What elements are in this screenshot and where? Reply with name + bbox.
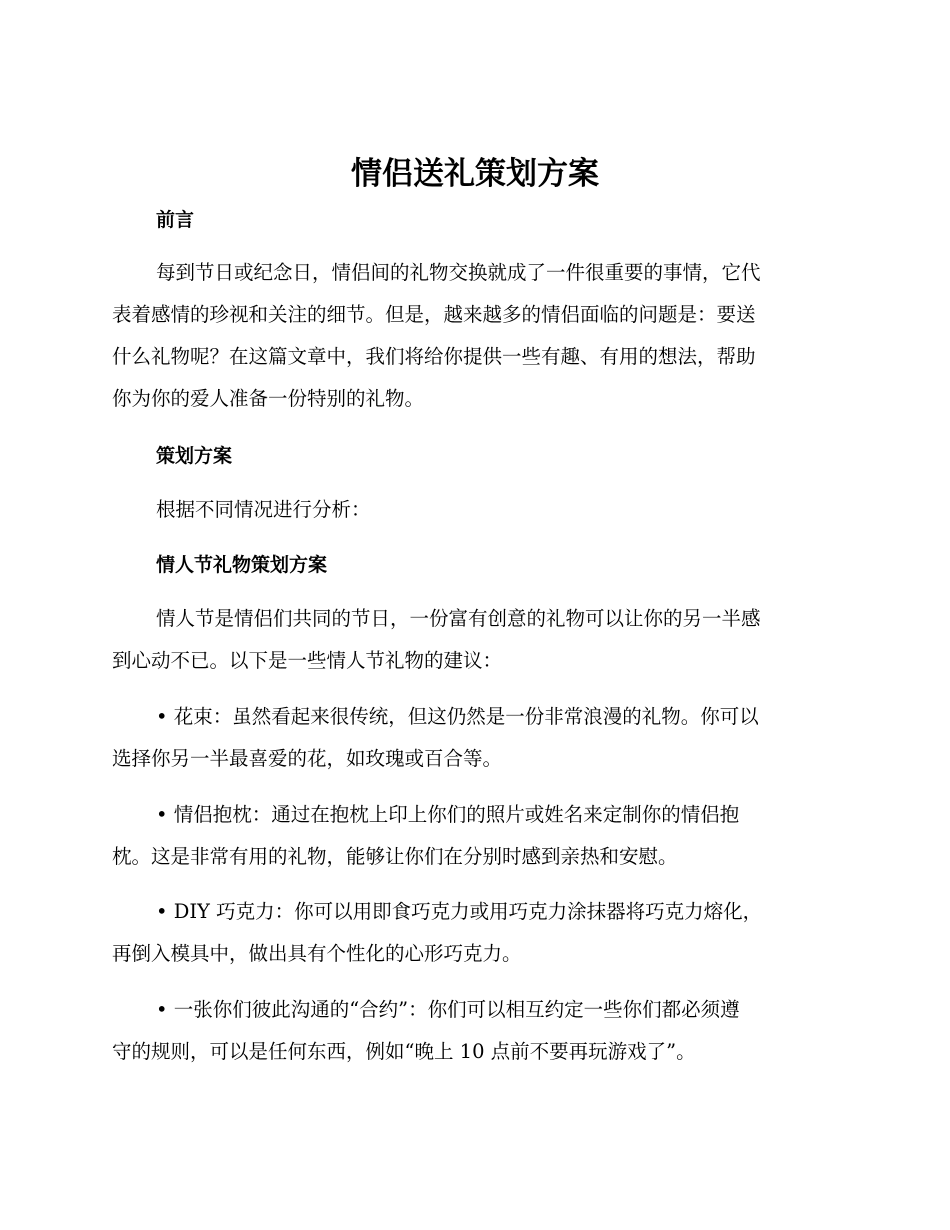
paragraph-line: 什么礼物呢？在这篇文章中，我们将给你提供一些有趣、有用的想法，帮助 — [112, 345, 756, 368]
paragraph-line: 你为你的爱人准备一份特别的礼物。 — [112, 387, 425, 410]
bullet-line: 枕。这是非常有用的礼物，能够让你们在分别时感到亲热和安慰。 — [112, 845, 678, 868]
bullet-item-chocolate — [112, 891, 840, 975]
bullet-line: • 花束：虽然看起来很传统，但这仍然是一份非常浪漫的礼物。你可以 — [156, 705, 759, 728]
paragraph-line: 每到节日或纪念日，情侣间的礼物交换就成了一件很重要的事情，它代 — [156, 261, 761, 284]
section-heading-plan: 策划方案 — [156, 445, 233, 467]
paragraph-line: 根据不同情况进行分析： — [156, 498, 371, 521]
bullet-line: • 一张你们彼此沟通的“合约”：你们可以相互约定一些你们都必须遵 — [156, 998, 740, 1021]
bullet-item-bouquet — [112, 696, 840, 780]
bullet-line: • 情侣抱枕：通过在抱枕上印上你们的照片或姓名来定制你的情侣抱 — [156, 803, 740, 826]
bullet-line: 再倒入模具中，做出具有个性化的心形巧克力。 — [112, 942, 522, 965]
preface-paragraph — [112, 252, 840, 420]
bullet-item-pillow — [112, 794, 840, 878]
bullet-line: 守的规则，可以是任何东西，例如“晚上 10 点前不要再玩游戏了”。 — [112, 1040, 696, 1063]
valentine-paragraph — [112, 598, 840, 682]
paragraph-line: 表着感情的珍视和关注的细节。但是，越来越多的情侣面临的问题是：要送 — [112, 303, 756, 326]
section-heading-preface: 前言 — [156, 209, 195, 231]
paragraph-line: 到心动不已。以下是一些情人节礼物的建议： — [112, 649, 503, 672]
bullet-line: • DIY 巧克力：你可以用即食巧克力或用巧克力涂抹器将巧克力熔化， — [156, 900, 763, 923]
section-heading-valentine: 情人节礼物策划方案 — [156, 554, 328, 576]
paragraph-line: 情人节是情侣们共同的节日，一份富有创意的礼物可以让你的另一半感 — [156, 607, 761, 630]
document-title: 情侣送礼策划方案 — [351, 156, 599, 192]
bullet-item-contract — [112, 989, 840, 1073]
bullet-line: 选择你另一半最喜爱的花，如玫瑰或百合等。 — [112, 747, 503, 770]
plan-paragraph — [112, 489, 840, 531]
